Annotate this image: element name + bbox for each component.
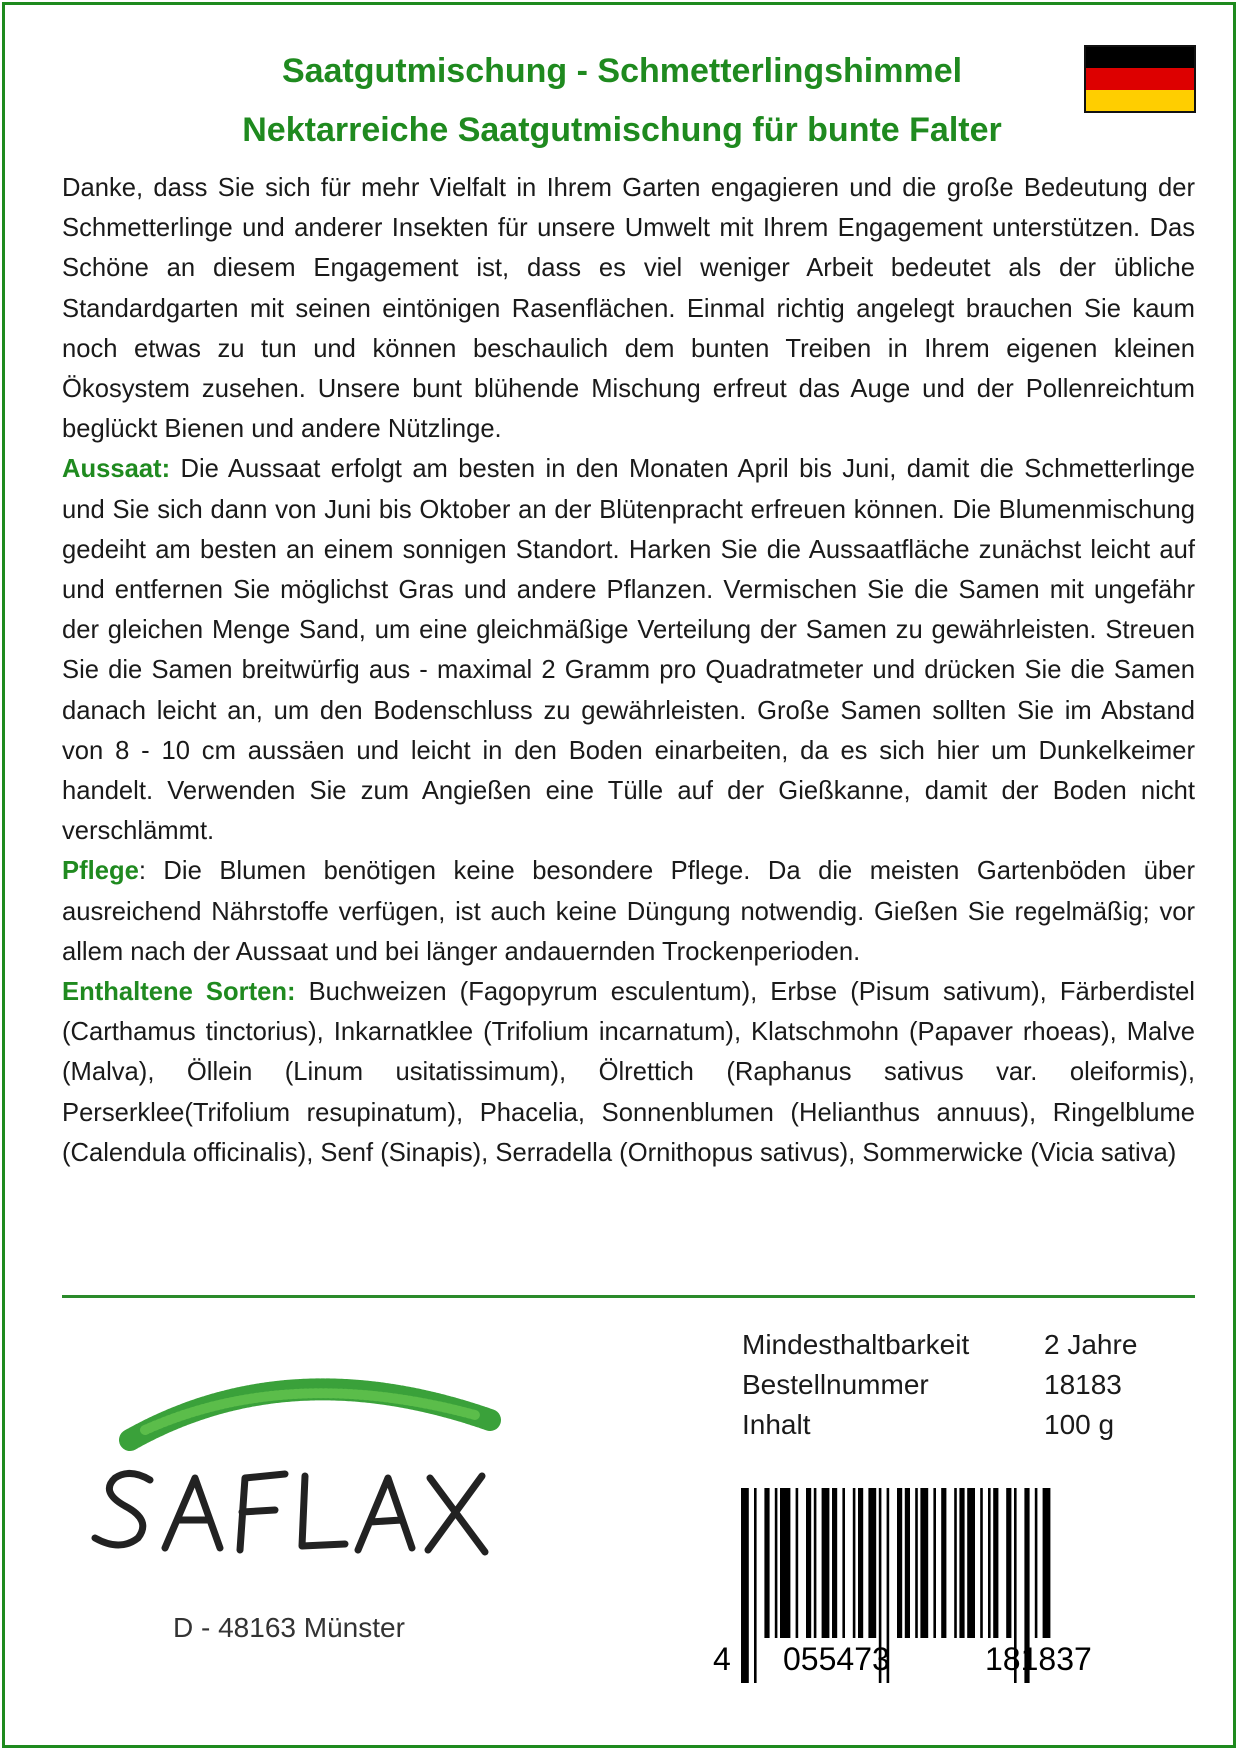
barcode-bar (741, 1488, 749, 1683)
barcode-bar (780, 1488, 790, 1638)
barcode-digit-first: 4 (713, 1641, 731, 1677)
pflege-paragraph (62, 851, 1195, 972)
barcode-bar (915, 1488, 918, 1638)
info-key: Mindesthaltbarkeit (742, 1329, 970, 1360)
barcode-bar (980, 1488, 983, 1638)
seed-packet-back (2, 2, 1236, 1748)
barcode-bar (853, 1488, 856, 1638)
barcode-bar (822, 1488, 830, 1638)
barcode-bar (775, 1488, 778, 1638)
barcode-bar (842, 1488, 845, 1638)
aussaat-paragraph (62, 449, 1195, 851)
info-key: Inhalt (742, 1409, 811, 1440)
barcode-bar (959, 1488, 964, 1638)
product-info (742, 1325, 1137, 1445)
divider (62, 1295, 1195, 1298)
info-key: Bestellnummer (742, 1369, 929, 1400)
saflax-logo (90, 1360, 530, 1570)
intro-paragraph: Danke, dass Sie sich für mehr Vielfalt in Ihrem Garten engagieren und die große Bedeutung der Schmetterlinge und anderer Insekten für unsere Umwelt mit Ihrem Engagement unterstützen. Das Schöne an diesem Engagement ist, dass es viel weniger Arbeit bedeutet als der übliche Standardgarten mit seinen eintönigen Rasenflächen. Einmal richtig angelegt brauchen Sie kaum noch etwas zu tun und können beschaulich dem bunten Treiben in Ihrem eigenen kleinen Ökosystem zusehen. Unsere bunt blühende Mischung erfreut das Auge und der Pollenreichtum beglückt Bienen und andere Nützlinge. (62, 174, 1195, 444)
pflege-text: : Die Blumen benötigen keine besondere Pflege. Da die meisten Gartenböden über ausreichend Nährstoffe verfügen, ist auch keine Düngung notwendig. Gießen Sie regelmäßig; vor allem nach der Aussaat und bei länger andauernden Trockenperioden. (62, 857, 1195, 966)
barcode-bar (933, 1488, 936, 1638)
barcode-bar (858, 1488, 863, 1638)
barcode-bar (905, 1488, 910, 1638)
description-text (62, 168, 1195, 1173)
barcode-bar (941, 1488, 946, 1638)
barcode-bar (796, 1488, 799, 1638)
sorten-paragraph (62, 972, 1195, 1173)
info-row (742, 1325, 1137, 1365)
aussaat-label: Aussaat: (62, 455, 171, 484)
barcode-bar (1035, 1488, 1038, 1638)
barcode-bar (920, 1488, 928, 1638)
page-title: Saatgutmischung - Schmetterlingshimmel (281, 52, 963, 90)
barcode-bar (754, 1488, 757, 1683)
info-value: 18183 (1044, 1369, 1122, 1400)
barcode-bar (868, 1488, 876, 1638)
barcode-bar (806, 1488, 811, 1638)
info-row (742, 1405, 1137, 1445)
barcode-bar (764, 1488, 769, 1638)
barcode-bar (954, 1488, 957, 1638)
barcode-bar (967, 1488, 975, 1638)
sorten-text: Buchweizen (Fagopyrum esculentum), Erbse (Pisum sativum), Färberdistel (Carthamus tinctorius), Inkarnatklee (Trifolium incarnatum), Klatschmohn (Papaver rhoeas), Malve (Malva), Öllein (Linum usitatissimum), Ölrettich (Raphanus sativus var. oleiformis), Perserklee(Trifolium resupinatum), Phacelia, Sonnenblumen (Helianthus annuus), Ringelblume (Calendula officinalis), Senf (Sinapis), Serradella (Ornithopus sativus), Sommerwicke (Vicia sativa) (62, 978, 1195, 1167)
barcode-bar (832, 1488, 837, 1638)
info-value: 100 g (1044, 1409, 1115, 1440)
sorten-label: Enthaltene Sorten: (62, 978, 296, 1007)
german-flag-icon (1084, 45, 1196, 113)
info-value: 2 Jahre (1044, 1329, 1138, 1360)
barcode-bar (993, 1488, 998, 1638)
barcode-bar (814, 1488, 817, 1638)
info-row (742, 1365, 1137, 1405)
page-subtitle: Nektarreiche Saatgutmischung für bunte Falter (242, 111, 1002, 149)
address: D - 48163 Münster (173, 1612, 405, 1643)
aussaat-text: Die Aussaat erfolgt am besten in den Monaten April bis Juni, damit die Schmetterlinge und Sie sich dann von Juni bis Oktober an der Blütenpracht erfreuen können. Die Blumenmischung gedeiht am besten an einem sonnigen Standort. Harken Sie die Aussaatfläche zunächst leicht auf und entfernen Sie möglichst Gras und andere Pflanzen. Vermischen Sie die Samen mit ungefähr der gleichen Menge Sand, um eine gleichmäßige Verteilung der Samen zu gewährleisten. Streuen Sie die Samen breitwürfig aus - maximal 2 Gramm pro Quadratmeter und drücken Sie die Samen danach leicht an, um den Bodenschluss zu gewährleisten. Große Samen sollten Sie im Abstand von 8 - 10 cm aussäen und leicht in den Boden einarbeiten, da es sich hier um Dunkelkeimer handelt. Verwenden Sie zum Angießen eine Tülle auf der Gießkanne, damit der Boden nicht verschlämmt. (62, 455, 1195, 846)
barcode-bar (1043, 1488, 1051, 1638)
barcode-bar (988, 1488, 991, 1638)
barcode-digits-right: 181837 (985, 1641, 1092, 1677)
barcode-bar (897, 1488, 902, 1638)
barcode-bar (1006, 1488, 1011, 1638)
barcode-digits-left: 055473 (783, 1641, 890, 1677)
pflege-label: Pflege (62, 857, 139, 886)
